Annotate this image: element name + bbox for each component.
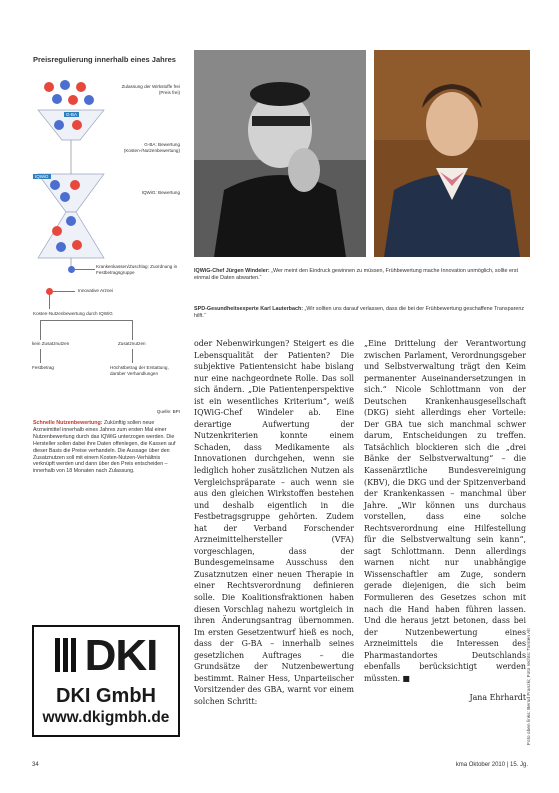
connector-line [132, 349, 133, 363]
process-node [68, 266, 75, 273]
diagram-caption [33, 420, 181, 475]
branch-label: Höchstbetrag der Erstattung, darüber Verhandlungen [110, 365, 169, 376]
photo-windeler [194, 50, 366, 257]
connector-line [132, 320, 133, 340]
pill-marker [50, 180, 60, 190]
dki-advertisement[interactable] [32, 625, 180, 737]
pill-marker [70, 180, 80, 190]
diagram-caption-text: Zukünftig sollen neue Arzneimittel innerhalb eines Jahres zum ersten Mal einer Nutzenbewertung durch das IQWiG unterzogen werden. Die Hersteller sollen dabei ihre Daten offenlegen, die Kassen auf dieser Basis die Preise verhandeln. Die Aussage über den Zusatznutzen soll mit einem Kosten-Nutzen-Verhältnis verknüpft werden und dann über den Preis entscheiden – innerhalb von 18 Monaten nach Zulassung. [33, 420, 176, 475]
pill-marker [72, 240, 82, 250]
pill-marker [52, 226, 62, 236]
pill-marker [44, 82, 54, 92]
article-column-2 [364, 338, 526, 704]
pill-marker [54, 120, 64, 130]
article-paragraph [364, 338, 526, 684]
photo1-caption-text: „Wer meint den Eindruck gewinnen zu müssen, Frühbewertung mache Innovation unmöglich, sollte erst einmal die Daten abwarten.“ [194, 268, 518, 282]
logo-bars-icon [55, 638, 82, 672]
connector-line [49, 295, 50, 309]
pill-marker [84, 95, 94, 105]
dki-logo [34, 633, 178, 679]
diagram-source: Quelle: BPI [156, 409, 180, 414]
pill-marker [56, 242, 66, 252]
connector-line [40, 320, 132, 321]
branch-label: Zusatznutzen [118, 341, 146, 346]
process-node [46, 288, 53, 295]
pill-marker [68, 95, 78, 105]
diagram-title: Preisregulierung innerhalb eines Jahres [33, 55, 176, 64]
issue-label: kma Oktober 2010 | 15. Jg. [455, 762, 528, 768]
article-column-1 [194, 338, 354, 708]
pill-marker [72, 120, 82, 130]
diagram-label: Innovative Arznei [78, 288, 113, 293]
photo2-caption [194, 306, 530, 321]
gba-tag: G-BA [66, 112, 78, 117]
diagram-label: Krankenkassen/Zuschlag: Zuordnung in Festbetragsgruppe [96, 264, 178, 275]
pill-marker [60, 192, 70, 202]
iqwig-tag: IQWiG [35, 174, 49, 179]
page-number: 34 [32, 762, 39, 768]
article-paragraph-text: „Eine Drittelung der Verantwortung zwischen Parlament, Verordnungsgeber und Selbstverwaltung trägt den Keim permanenter Auseinandersetzungen in sich.“ Nicole Schlottmann von der Deutschen Krankenhausgesellschaft (DKG) sieht allerdings eher Vorteile: Der GBA tue sich manchmal schwer darum, Entscheidungen zu treffen. Tatsächlich blockieren sich die „drei Bänke der Selbstverwaltung“ – die Kassenärztliche Bundesvereinigung (KBV), die DKG und der Spitzenverband der Krankenkassen – manchmal über Jahre. „Wir können uns durchaus vorstellen, dass eine solche Rechtsverordnung eine Hilfestellung für die Selbstverwaltung sein kann“, sagt Schlottmann. Denn allerdings warnen nicht nur unabhängige Wissenschaftler am Zuge, sondern gerade diejenigen, die sich beim Formulieren des Gesetzes schon mit nach die Hand haben führen lassen. Und die heraus jetzt betonen, dass bei der Nutzenbewertung eines Arzneimittels die Interessen des Pharmastandortes Deutschlands ebenfalls berücksichtigt werden müssten. [364, 339, 526, 683]
connector-line [53, 291, 75, 292]
photo-lauterbach [374, 50, 530, 257]
article-paragraph: oder Nebenwirkungen? Steigert es die Lebensqualität der Patienten? Die subjektive Patientensicht habe bislang nur eine nachgeordnete Rolle. Das soll sich ändern. „Die Patientenperspektive ist ein wesentliches Kriterium“, weiß IQWiG-Chef Windeler ab. Eine derartige Aufwertung der Nutzenkriterien konnte einem Schaden, dass Medikamente als Innovationen durchgehen, wenn sie lediglich hoher zusätzlichen Nutzen als Vergleichspräparate – auch wenn sie aus den gleichen Wirkstoffen bestehen und deshalb eigentlich in die Festbetragsgruppe gehörten. Zudem hat der Verband Forschender Arzneimittelhersteller (VFA) vorgeschlagen, dass der Bundesgemeinsame Ausschuss den Zusatznutzen einer neuen Therapie in einer Rechtsverordnung definieren solle. Die Koalitionsfraktionen haben diesen Vorschlag nahezu wortgleich in ihren Änderungsantrag übernommen. Im ersten Gesetzentwurf hieß es noch, dass der G-BA – innerhalb seines gesetzlichen Auftrages – die Grundsätze der Nutzenbewertung bestimmt. Rainer Hess, Unparteiischer Vorsitzender des GBA, warnt vor einem solchen Schritt: [194, 339, 354, 706]
diagram-label: IQWiG: Bewertung [141, 190, 180, 195]
photo-credit: Foto oben links: Bernd Franzki; Foto rechts: Torsten Alt [527, 628, 532, 745]
photo2-caption-name: SPD-Gesundheitsexperte Karl Lauterbach: [194, 306, 304, 312]
diagram-label: G-BA: Bewertung (Kosten-/Nutzenbewertung) [123, 142, 180, 153]
photo1-caption [194, 268, 530, 283]
pill-marker [60, 80, 70, 90]
pill-marker [76, 82, 86, 92]
pill-marker [66, 216, 76, 226]
photo1-caption-name: IQWiG-Chef Jürgen Windeler: [194, 268, 270, 274]
connector-line [40, 320, 41, 340]
ad-url-link[interactable]: www.dkigmbh.de [42, 709, 170, 726]
diagram-caption-heading: Schnelle Nutzenbewertung: [33, 420, 103, 426]
diagram-label: Zulassung der Wirkstoffe frei (Preis frei) [121, 84, 180, 95]
ad-company-name: DKI GmbH [56, 685, 156, 707]
article-author: Jana Ehrhardt [469, 693, 526, 703]
pill-marker [52, 94, 62, 104]
branch-label: Festbetrag [32, 365, 54, 370]
connector-line [40, 349, 41, 363]
dki-logo-text: DKI [84, 631, 158, 680]
diagram-label: Kosten-Nutzenbewertung durch IQWiG [33, 311, 113, 316]
branch-label: kein Zusatznutzen [32, 341, 70, 346]
connector-line [75, 269, 95, 270]
diagram [30, 62, 180, 402]
end-mark: ■ [402, 673, 411, 683]
photo2-caption-text: „Wir sollten uns darauf verlassen, dass die bei der Frühbewertung geschaffene Transparenz hilft.“ [194, 306, 525, 320]
